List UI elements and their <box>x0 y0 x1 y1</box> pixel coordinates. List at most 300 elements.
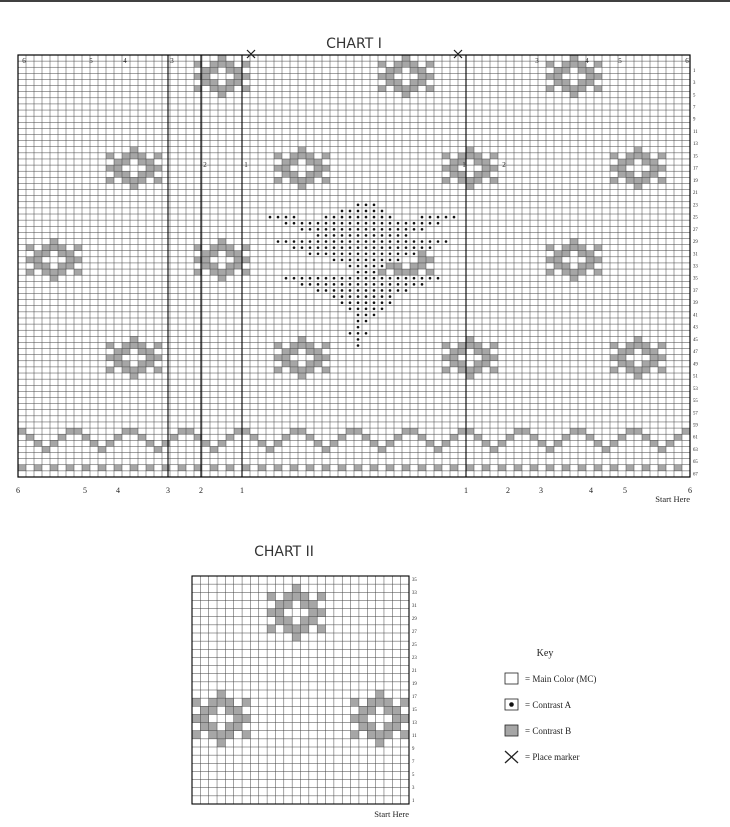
cell-contrast-b <box>290 159 298 165</box>
cell-contrast-b <box>450 465 458 471</box>
cell-contrast-b <box>18 465 26 471</box>
cell-contrast-a <box>381 234 384 237</box>
cell-contrast-b <box>209 706 217 714</box>
cell-contrast-b <box>618 165 626 171</box>
chart1-row-number: 37 <box>693 288 698 294</box>
cell-contrast-a <box>389 246 392 249</box>
chart1-bottom-label: 6 <box>688 486 692 495</box>
cell-contrast-b <box>114 361 122 367</box>
cell-contrast-b <box>506 434 514 440</box>
cell-contrast-b <box>210 67 218 73</box>
cell-contrast-b <box>210 86 218 92</box>
chart2-row-number: 15 <box>412 708 417 714</box>
cell-contrast-b <box>282 434 290 440</box>
cell-contrast-b <box>442 355 450 361</box>
cell-contrast-b <box>426 61 434 67</box>
cell-contrast-b <box>226 263 234 269</box>
cell-contrast-b <box>618 361 626 367</box>
cell-contrast-b <box>26 269 34 275</box>
cell-contrast-b <box>394 79 402 85</box>
cell-contrast-b <box>562 86 570 92</box>
cell-contrast-a <box>317 277 320 280</box>
chart1-top-label: 3 <box>535 57 539 65</box>
cell-contrast-a <box>373 216 376 219</box>
cell-contrast-b <box>42 446 50 452</box>
cell-contrast-b <box>122 361 130 367</box>
cell-contrast-b <box>114 465 122 471</box>
cell-contrast-b <box>66 257 74 263</box>
cell-contrast-b <box>650 349 658 355</box>
cell-contrast-b <box>466 428 474 434</box>
cell-contrast-b <box>351 714 359 722</box>
chart1-start-here: Start Here <box>655 494 690 504</box>
cell-contrast-b <box>274 153 282 159</box>
cell-contrast-b <box>130 147 138 153</box>
cell-contrast-a <box>389 289 392 292</box>
cell-contrast-b <box>402 86 410 92</box>
cell-contrast-b <box>338 465 346 471</box>
cell-contrast-b <box>226 245 234 251</box>
cell-contrast-b <box>267 625 275 633</box>
cell-contrast-a <box>421 228 424 231</box>
cell-contrast-a <box>381 246 384 249</box>
cell-contrast-b <box>274 342 282 348</box>
cell-contrast-a <box>365 216 368 219</box>
cell-contrast-b <box>154 165 162 171</box>
cell-contrast-a <box>293 222 296 225</box>
cell-contrast-b <box>274 440 282 446</box>
cell-contrast-b <box>367 723 375 731</box>
cell-contrast-b <box>401 731 409 739</box>
cell-contrast-b <box>578 79 586 85</box>
cell-contrast-b <box>367 731 375 739</box>
cell-contrast-b <box>50 465 58 471</box>
cell-contrast-b <box>106 367 114 373</box>
cell-contrast-b <box>202 263 210 269</box>
cell-contrast-a <box>373 295 376 298</box>
cell-contrast-b <box>90 440 98 446</box>
cell-contrast-a <box>373 246 376 249</box>
cell-contrast-b <box>42 245 50 251</box>
cell-contrast-b <box>554 257 562 263</box>
cell-contrast-b <box>154 153 162 159</box>
cell-contrast-b <box>546 465 554 471</box>
cell-contrast-a <box>397 222 400 225</box>
cell-contrast-b <box>202 251 210 257</box>
cell-contrast-a <box>333 240 336 243</box>
cell-contrast-a <box>413 246 416 249</box>
cell-contrast-b <box>74 257 82 263</box>
cell-contrast-b <box>130 373 138 379</box>
cell-contrast-b <box>626 361 634 367</box>
cell-contrast-b <box>482 465 490 471</box>
cell-contrast-b <box>626 159 634 165</box>
cell-contrast-b <box>674 434 682 440</box>
cell-contrast-b <box>138 434 146 440</box>
cell-contrast-a <box>301 277 304 280</box>
cell-contrast-b <box>426 440 434 446</box>
cell-contrast-b <box>314 361 322 367</box>
chart2-labels <box>412 578 417 804</box>
cell-contrast-b <box>106 165 114 171</box>
chart1-top-label: 5 <box>618 57 622 65</box>
cell-contrast-a <box>365 204 368 207</box>
cell-contrast-b <box>458 342 466 348</box>
cell-contrast-b <box>474 153 482 159</box>
cell-contrast-b <box>482 440 490 446</box>
cell-contrast-b <box>384 706 392 714</box>
cell-contrast-b <box>474 434 482 440</box>
cell-contrast-b <box>234 79 242 85</box>
chart1-grid <box>18 50 690 477</box>
cell-contrast-b <box>290 367 298 373</box>
cell-contrast-b <box>594 257 602 263</box>
cell-contrast-b <box>466 183 474 189</box>
cell-contrast-b <box>192 698 200 706</box>
cell-contrast-b <box>450 165 458 171</box>
chart1-row-number: 15 <box>693 154 698 160</box>
cell-contrast-a <box>389 277 392 280</box>
cell-contrast-a <box>373 265 376 268</box>
chart1-top-label: 4 <box>123 57 127 65</box>
cell-contrast-a <box>309 277 312 280</box>
cell-contrast-b <box>301 592 309 600</box>
cell-contrast-b <box>98 446 106 452</box>
cell-contrast-b <box>306 349 314 355</box>
chart2-row-number: 25 <box>412 642 417 648</box>
cell-contrast-a <box>357 344 360 347</box>
chart1-row-number: 67 <box>693 472 698 478</box>
cell-contrast-a <box>445 240 448 243</box>
cell-contrast-b <box>267 609 275 617</box>
cell-contrast-a <box>357 289 360 292</box>
chart1-bottom-label: 6 <box>16 486 20 495</box>
cell-contrast-b <box>186 428 194 434</box>
cell-contrast-b <box>394 61 402 67</box>
cell-contrast-b <box>234 706 242 714</box>
cell-contrast-b <box>130 465 138 471</box>
cell-contrast-b <box>618 355 626 361</box>
cell-contrast-b <box>298 367 306 373</box>
cell-contrast-a <box>309 283 312 286</box>
cell-contrast-b <box>530 465 538 471</box>
chart1-row-number: 31 <box>693 252 698 258</box>
chart2-row-number: 13 <box>412 721 417 727</box>
cell-contrast-a <box>293 240 296 243</box>
cell-contrast-b <box>514 428 522 434</box>
cell-contrast-b <box>402 428 410 434</box>
cell-contrast-b <box>554 251 562 257</box>
cell-contrast-a <box>325 252 328 255</box>
cell-contrast-a <box>309 228 312 231</box>
cell-contrast-a <box>381 222 384 225</box>
cell-contrast-b <box>578 263 586 269</box>
cell-contrast-b <box>474 177 482 183</box>
cell-contrast-b <box>434 446 442 452</box>
cell-contrast-b <box>58 263 66 269</box>
cell-contrast-b <box>570 86 578 92</box>
cell-contrast-b <box>458 177 466 183</box>
cell-contrast-b <box>392 706 400 714</box>
cell-contrast-a <box>405 246 408 249</box>
cell-contrast-b <box>242 73 250 79</box>
cell-contrast-a <box>365 265 368 268</box>
cell-contrast-b <box>458 153 466 159</box>
cell-contrast-b <box>359 723 367 731</box>
cell-contrast-b <box>258 440 266 446</box>
chart1-row-number: 27 <box>693 227 698 233</box>
cell-contrast-a <box>381 252 384 255</box>
cell-contrast-b <box>130 177 138 183</box>
cell-contrast-b <box>306 465 314 471</box>
cell-contrast-a <box>341 216 344 219</box>
cell-contrast-a <box>437 216 440 219</box>
cell-contrast-b <box>586 79 594 85</box>
cell-contrast-b <box>376 690 384 698</box>
cell-contrast-a <box>413 252 416 255</box>
cell-contrast-b <box>162 465 170 471</box>
cell-contrast-b <box>275 617 283 625</box>
cell-contrast-b <box>242 61 250 67</box>
cell-contrast-b <box>242 731 250 739</box>
cell-contrast-b <box>370 440 378 446</box>
cell-contrast-b <box>450 355 458 361</box>
cell-contrast-b <box>58 245 66 251</box>
cell-contrast-b <box>242 86 250 92</box>
cell-contrast-a <box>373 301 376 304</box>
cell-contrast-b <box>138 171 146 177</box>
cell-contrast-b <box>642 465 650 471</box>
cell-contrast-b <box>386 263 394 269</box>
cell-contrast-a <box>445 216 448 219</box>
cell-contrast-b <box>554 440 562 446</box>
chart1-row-number: 65 <box>693 460 698 466</box>
cell-contrast-a <box>325 289 328 292</box>
cell-contrast-a <box>365 252 368 255</box>
chart1-row-number: 17 <box>693 166 698 172</box>
cell-contrast-b <box>34 465 42 471</box>
cell-contrast-b <box>626 349 634 355</box>
chart1-row-number: 39 <box>693 301 698 307</box>
cell-contrast-b <box>146 361 154 367</box>
chart2-row-number: 31 <box>412 603 417 609</box>
cell-contrast-a <box>365 259 368 262</box>
cell-contrast-a <box>373 271 376 274</box>
cell-contrast-b <box>210 79 218 85</box>
cell-contrast-b <box>284 617 292 625</box>
cell-contrast-b <box>210 61 218 67</box>
cell-contrast-b <box>82 465 90 471</box>
cell-contrast-b <box>309 600 317 608</box>
cell-contrast-a <box>357 320 360 323</box>
chart2-row-number: 11 <box>412 734 417 740</box>
cell-contrast-b <box>450 171 458 177</box>
cell-contrast-b <box>234 257 242 263</box>
cell-contrast-b <box>626 171 634 177</box>
cell-contrast-b <box>242 465 250 471</box>
cell-contrast-b <box>282 159 290 165</box>
chart1-bottom-label: 2 <box>199 486 203 495</box>
cell-contrast-b <box>450 361 458 367</box>
cell-contrast-b <box>578 465 586 471</box>
cell-contrast-b <box>658 465 666 471</box>
cell-contrast-b <box>586 257 594 263</box>
cell-contrast-b <box>122 159 130 165</box>
chart2-grid <box>192 576 409 804</box>
cell-contrast-b <box>562 269 570 275</box>
cell-contrast-a <box>389 222 392 225</box>
cell-contrast-b <box>98 465 106 471</box>
cell-contrast-b <box>346 428 354 434</box>
cell-contrast-b <box>290 177 298 183</box>
cell-contrast-b <box>314 165 322 171</box>
chart2-title: CHART II <box>254 544 314 560</box>
cell-contrast-b <box>250 434 258 440</box>
place-marker-icon <box>247 50 255 58</box>
cell-contrast-b <box>274 465 282 471</box>
cell-contrast-b <box>298 153 306 159</box>
cell-contrast-b <box>650 171 658 177</box>
cell-contrast-b <box>217 690 225 698</box>
cell-contrast-a <box>277 240 280 243</box>
cell-contrast-b <box>410 263 418 269</box>
cell-contrast-b <box>578 245 586 251</box>
chart1-row-number: 5 <box>693 93 696 99</box>
cell-contrast-b <box>578 251 586 257</box>
cell-contrast-a <box>357 308 360 311</box>
cell-contrast-a <box>301 246 304 249</box>
cell-contrast-b <box>610 465 618 471</box>
cell-contrast-b <box>442 440 450 446</box>
cell-contrast-a <box>365 277 368 280</box>
cell-contrast-b <box>146 165 154 171</box>
cell-contrast-b <box>530 434 538 440</box>
cell-contrast-b <box>442 153 450 159</box>
cell-contrast-b <box>298 147 306 153</box>
cell-contrast-b <box>642 153 650 159</box>
chart1-title: CHART I <box>326 36 382 52</box>
cell-contrast-b <box>618 159 626 165</box>
cell-contrast-b <box>130 336 138 342</box>
cell-contrast-a <box>333 222 336 225</box>
chart1-row-number: 3 <box>693 81 696 87</box>
cell-contrast-b <box>658 153 666 159</box>
chart1-bottom-label: 3 <box>166 486 170 495</box>
cell-contrast-a <box>309 240 312 243</box>
cell-contrast-b <box>322 465 330 471</box>
cell-contrast-b <box>410 428 418 434</box>
cell-contrast-b <box>586 67 594 73</box>
cell-contrast-b <box>570 92 578 98</box>
chart1-row-number: 61 <box>693 435 698 441</box>
cell-contrast-b <box>384 698 392 706</box>
cell-contrast-a <box>349 308 352 311</box>
cell-contrast-a <box>373 228 376 231</box>
cell-contrast-b <box>642 159 650 165</box>
cell-contrast-b <box>292 584 300 592</box>
cell-contrast-a <box>349 228 352 231</box>
cell-contrast-b <box>482 361 490 367</box>
cell-contrast-b <box>226 269 234 275</box>
cell-contrast-a <box>405 283 408 286</box>
chart1-bottom-label: 1 <box>464 486 468 495</box>
cell-contrast-b <box>626 367 634 373</box>
cell-contrast-a <box>421 216 424 219</box>
cell-contrast-a <box>317 246 320 249</box>
cell-contrast-b <box>490 367 498 373</box>
cell-contrast-a <box>349 246 352 249</box>
chart2-row-number: 5 <box>412 773 415 779</box>
cell-contrast-b <box>514 465 522 471</box>
cell-contrast-a <box>389 234 392 237</box>
cell-contrast-b <box>290 171 298 177</box>
cell-contrast-b <box>306 342 314 348</box>
cell-contrast-b <box>258 465 266 471</box>
cell-contrast-b <box>642 361 650 367</box>
cell-contrast-b <box>292 592 300 600</box>
cell-contrast-a <box>397 277 400 280</box>
cell-contrast-b <box>317 609 325 617</box>
cell-contrast-b <box>370 465 378 471</box>
cell-contrast-b <box>154 177 162 183</box>
cell-contrast-b <box>410 86 418 92</box>
cell-contrast-a <box>333 228 336 231</box>
chart1-row-number: 9 <box>693 117 696 123</box>
cell-contrast-a <box>397 246 400 249</box>
cell-contrast-b <box>242 714 250 722</box>
cell-contrast-a <box>357 295 360 298</box>
cell-contrast-b <box>594 86 602 92</box>
cell-contrast-b <box>394 263 402 269</box>
cell-contrast-b <box>330 440 338 446</box>
chart2-row-number: 9 <box>412 747 415 753</box>
cell-contrast-a <box>357 240 360 243</box>
cell-contrast-b <box>626 428 634 434</box>
cell-contrast-a <box>381 301 384 304</box>
legend-contrast-b-label: = Contrast B <box>525 726 572 736</box>
cell-contrast-b <box>225 698 233 706</box>
cell-contrast-a <box>349 210 352 213</box>
cell-contrast-a <box>317 252 320 255</box>
cell-contrast-b <box>392 723 400 731</box>
cell-contrast-a <box>365 240 368 243</box>
cell-contrast-b <box>642 177 650 183</box>
cell-contrast-b <box>401 698 409 706</box>
cell-contrast-a <box>413 240 416 243</box>
cell-contrast-b <box>74 428 82 434</box>
cell-contrast-b <box>314 349 322 355</box>
cell-contrast-b <box>626 465 634 471</box>
cell-contrast-b <box>546 245 554 251</box>
cell-contrast-b <box>146 465 154 471</box>
cell-contrast-b <box>34 257 42 263</box>
cell-contrast-a <box>293 216 296 219</box>
cell-contrast-b <box>658 446 666 452</box>
chart1-row-number: 19 <box>693 178 698 184</box>
cell-contrast-b <box>292 633 300 641</box>
cell-contrast-a <box>301 228 304 231</box>
cell-contrast-b <box>200 714 208 722</box>
chart1-row-number: 63 <box>693 447 698 453</box>
cell-contrast-a <box>357 246 360 249</box>
cell-contrast-a <box>381 216 384 219</box>
cell-contrast-b <box>218 86 226 92</box>
cell-contrast-b <box>200 723 208 731</box>
chart1-top-label: 5 <box>89 57 93 65</box>
cell-contrast-a <box>365 283 368 286</box>
cell-contrast-b <box>578 67 586 73</box>
cell-contrast-b <box>314 355 322 361</box>
